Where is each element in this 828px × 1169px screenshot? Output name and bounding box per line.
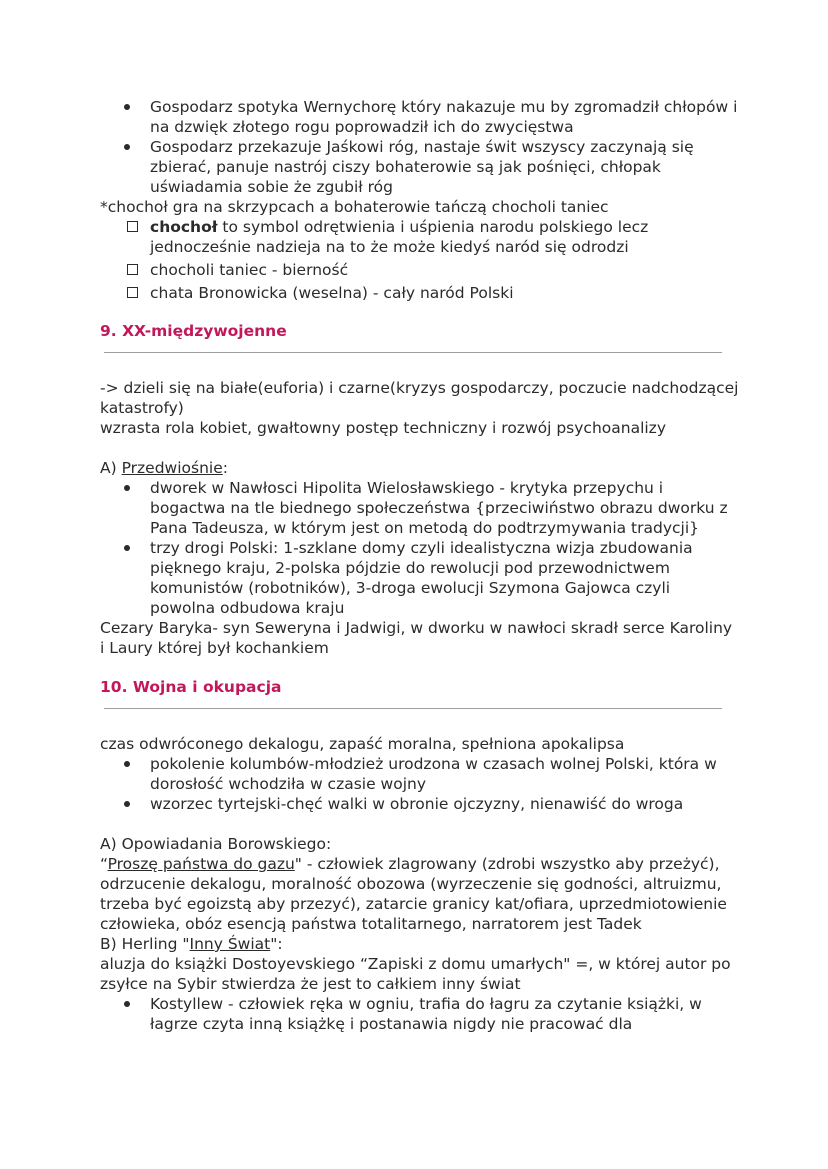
subheading-suffix: : <box>222 459 228 477</box>
section9-paragraph: wzrasta rola kobiet, gwałtowny postęp techniczny i rozwój psychoanalizy <box>100 419 666 437</box>
section10-heading: 10. Wojna i okupacja <box>100 678 282 696</box>
list-item: pokolenie kolumbów-młodzież urodzona w czasach wolnej Polski, która w dorosłość wchodziła w czasie wojny <box>150 754 740 794</box>
checklist-item-bold: chochoł <box>150 218 218 236</box>
checkbox-icon[interactable] <box>127 221 138 232</box>
list-item: dworek w Nawłosci Hipolita Wielosławskiego - krytyka przepychu i bogactwa na tle biednego społeczeństwa {przeciwiństwo obrazu dworku z Pana Tadeusza, w którym jest on metodą do podtrzymywania tradycji} <box>150 478 740 538</box>
checkbox-icon[interactable] <box>127 287 138 298</box>
borowski-paragraph <box>100 854 740 934</box>
section10-subheading-a: A) Opowiadania Borowskiego: <box>100 835 332 853</box>
page-content <box>100 97 740 1034</box>
herling-bullet-list <box>100 994 740 1034</box>
list-item: wzorzec tyrtejski-chęć walki w obronie ojczyzny, nienawiść do wroga <box>150 794 740 814</box>
list-item: Kostyllew - człowiek ręka w ogniu, trafia do łagru za czytanie książki, w łagrze czyta inną książkę i postanawia nigdy nie pracować dla <box>150 994 740 1034</box>
checklist-item-text: chocholi taniec - bierność <box>150 261 349 279</box>
section10-intro: czas odwróconego dekalogu, zapaść moralna, spełniona apokalipsa <box>100 735 625 753</box>
section9-heading: 9. XX-międzywojenne <box>100 322 287 340</box>
list-item: trzy drogi Polski: 1-szklane domy czyli idealistyczna wizja zbudowania pięknego kraju, 2-polska pójdzie do rewolucji pod przewodnictwem komunistów (robotników), 3-droga ewolucji Szymona Gajowca czyli powolna odbudowa kraju <box>150 538 740 618</box>
section8-bullet-list <box>100 97 740 197</box>
section9-intro: -> dzieli się na białe(euforia) i czarne(kryzys gospodarczy, poczucie nadchodzącej katastrofy) <box>100 379 739 417</box>
borowski-description: " - człowiek zlagrowany (zdrobi wszystko aby przeżyć), odrzucenie dekalogu, moralność obozowa (wyrzeczenie się godności, altruizmu, trzeba być egoizstą aby przezyć), zatarcie granicy kat/ofiara, uprzedmiotowienie człowieka, obóz esencją państwa totalitarnego, narratorem jest Tadek <box>100 855 727 933</box>
subheading-suffix: ": <box>270 935 283 953</box>
section9-bullet-list <box>100 478 740 618</box>
prosze-panstwa-link[interactable]: Proszę państwa do gazu <box>107 855 295 873</box>
herling-paragraph: aluzja do książki Dostoyevskiego “Zapiski z domu umarłych" =, w której autor po zsyłce na Sybir stwierdza że jest to całkiem inny świat <box>100 955 731 993</box>
chochol-note: *chochoł gra na skrzypcach a bohaterowie tańczą chocholi taniec <box>100 198 609 216</box>
section9-subheading-a <box>100 458 740 478</box>
cezary-paragraph: Cezary Baryka- syn Seweryna i Jadwigi, w dworku w nawłoci skradł serce Karoliny i Laury której był kochankiem <box>100 619 733 657</box>
section9-divider <box>104 352 722 353</box>
checklist-item-text: to symbol odrętwienia i uśpienia narodu polskiego lecz jednocześnie nadzieja na to że może kiedyś naród się odrodzi <box>150 218 649 256</box>
quote-open: “ <box>100 855 108 873</box>
list-item: Gospodarz przekazuje Jaśkowi róg, nastaje świt wszyscy zaczynają się zbierać, panuje nastrój ciszy bohaterowie są jak pośnięci, chłopak uświadamia sobie że zgubił róg <box>150 137 740 197</box>
checklist-item[interactable] <box>150 260 740 280</box>
inny-swiat-link[interactable]: Inny Świat <box>189 935 271 953</box>
section10-divider <box>104 708 722 709</box>
checklist-item[interactable] <box>150 283 740 303</box>
section10-bullet-list <box>100 754 740 814</box>
subheading-prefix: A) <box>100 459 122 477</box>
subheading-prefix: B) Herling " <box>100 935 190 953</box>
list-item: Gospodarz spotyka Wernychorę który nakazuje mu by zgromadził chłopów i na dzwięk złotego rogu poprowadził ich do zwycięstwa <box>150 97 740 137</box>
section8-checklist <box>100 217 740 303</box>
checklist-item-text: chata Bronowicka (weselna) - cały naród Polski <box>150 284 514 302</box>
checklist-item[interactable] <box>150 217 740 257</box>
przedwiosnie-link[interactable]: Przedwiośnie <box>121 459 223 477</box>
checkbox-icon[interactable] <box>127 264 138 275</box>
section10-subheading-b <box>100 934 740 954</box>
